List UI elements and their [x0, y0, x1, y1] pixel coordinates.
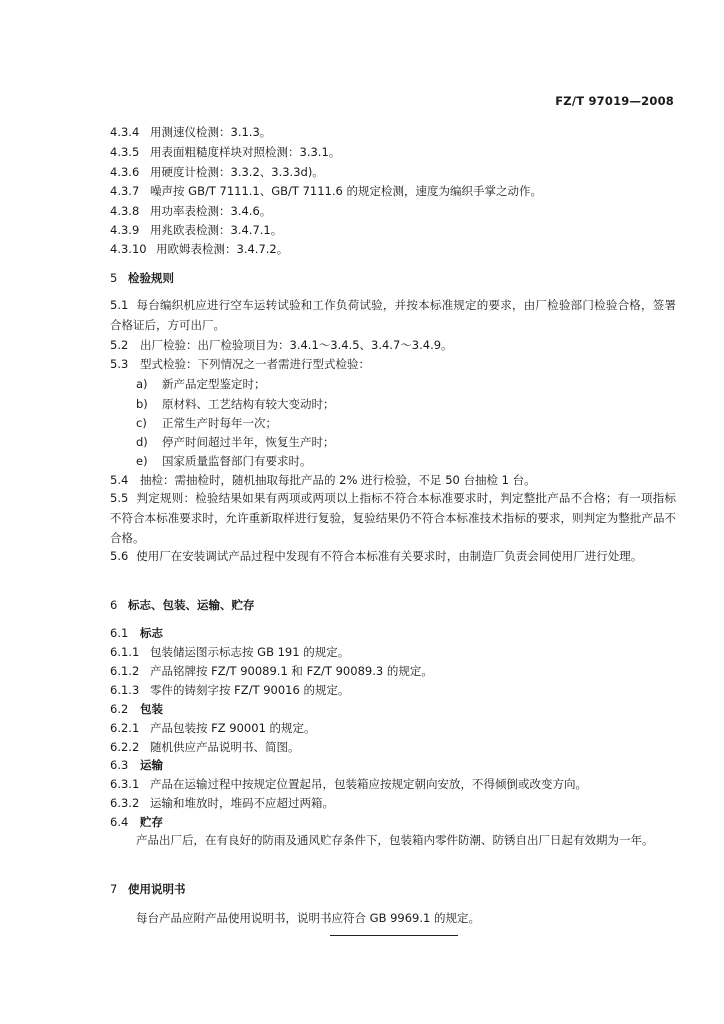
clause-text: 用表面粗糙度样块对照检测：3.3.1。 — [150, 145, 341, 159]
list-marker: e) — [136, 454, 148, 468]
clause-number: 5.1 — [110, 298, 129, 312]
clause-number: 6.2.2 — [110, 740, 140, 754]
clause-5-3 — [110, 356, 370, 372]
subsection-title: 标志 — [140, 626, 163, 640]
clause-6-2-1 — [110, 720, 316, 736]
section-number: 5 — [110, 271, 118, 285]
subsection-title: 运输 — [140, 758, 163, 772]
clause-number: 6.4 — [110, 815, 129, 829]
clause-number: 4.3.7 — [110, 184, 140, 198]
clause-text: 产品包装按 FZ 90001 的规定。 — [150, 721, 316, 735]
end-rule — [330, 935, 458, 936]
clause-number: 5.3 — [110, 357, 129, 371]
paragraph-5-6 — [110, 546, 676, 566]
paragraph-6-4 — [110, 830, 676, 850]
clause-6-3-1 — [110, 776, 587, 792]
clause-6-3-2 — [110, 795, 334, 811]
list-item — [136, 396, 335, 412]
clause-number: 4.3.6 — [110, 165, 140, 179]
clause-6-1-1 — [110, 644, 349, 660]
clause-text: 运输和堆放时，堆码不应超过两箱。 — [150, 796, 334, 810]
section-title: 使用说明书 — [128, 882, 186, 896]
clause-number: 4.3.9 — [110, 223, 140, 237]
list-marker: a) — [136, 377, 148, 391]
clause-text: 用欧姆表检测：3.4.7.2。 — [156, 242, 289, 256]
clause-text: 型式检验：下列情况之一者需进行型式检验： — [140, 357, 370, 371]
clause-5-4 — [110, 472, 536, 488]
clause-5-2 — [110, 337, 453, 353]
subsection-6-2 — [110, 701, 163, 717]
clause-4-3-6 — [110, 164, 324, 180]
clause-number: 5.5 — [110, 491, 129, 505]
clause-6-1-2 — [110, 663, 433, 679]
clause-text: 产品在运输过程中按规定位置起吊，包装箱应按规定朝向安放，不得倾倒或改变方向。 — [150, 777, 587, 791]
paragraph-5-1 — [110, 295, 676, 335]
list-marker: b) — [136, 397, 148, 411]
list-item — [136, 434, 335, 450]
clause-text: 出厂检验：出厂检验项目为：3.4.1～3.4.5、3.4.7～3.4.9。 — [140, 338, 453, 352]
clause-text: 抽检：需抽检时，随机抽取每批产品的 2% 进行检验，不足 50 台抽检 1 台。 — [140, 473, 536, 487]
list-item — [136, 376, 266, 392]
subsection-6-1 — [110, 625, 163, 641]
clause-text: 零件的铸刻字按 FZ/T 90016 的规定。 — [150, 683, 350, 697]
clause-text: 用兆欧表检测：3.4.7.1。 — [150, 223, 283, 237]
clause-text: 用测速仪检测：3.1.3。 — [150, 125, 272, 139]
section-number: 6 — [110, 598, 118, 612]
clause-4-3-7 — [110, 183, 542, 199]
clause-4-3-5 — [110, 144, 340, 160]
section-heading-5 — [110, 270, 174, 286]
list-marker: c) — [136, 416, 147, 430]
paragraph-text: 每台产品应附产品使用说明书，说明书应符合 GB 9969.1 的规定。 — [136, 911, 481, 925]
subsection-title: 贮存 — [140, 815, 163, 829]
clause-number: 6.3 — [110, 758, 129, 772]
clause-text: 用功率表检测：3.4.6。 — [150, 204, 272, 218]
clause-number: 6.3.1 — [110, 777, 140, 791]
clause-text: 噪声按 GB/T 7111.1、GB/T 7111.6 的规定检测，速度为编织手掌之动作。 — [150, 184, 542, 198]
clause-number: 4.3.5 — [110, 145, 140, 159]
clause-text: 判定规则：检验结果如果有两项或两项以上指标不符合本标准要求时，判定整批产品不合格；有一项指标不符合本标准要求时，允许重新取样进行复验，复验结果仍不符合本标准技术指标的要求，则判定为整批产品不合格。 — [110, 491, 676, 545]
paragraph-5-5 — [110, 488, 676, 548]
list-item — [136, 453, 312, 469]
section-title: 检验规则 — [128, 271, 174, 285]
clause-text: 用硬度计检测：3.3.2、3.3.3d)。 — [150, 165, 324, 179]
standard-code: FZ/T 97019—2008 — [555, 94, 674, 108]
clause-number: 4.3.4 — [110, 125, 140, 139]
clause-number: 6.1.3 — [110, 683, 140, 697]
subsection-6-3 — [110, 757, 163, 773]
clause-text: 产品铭牌按 FZ/T 90089.1 和 FZ/T 90089.3 的规定。 — [150, 664, 433, 678]
list-text: 原材料、工艺结构有较大变动时； — [162, 397, 335, 411]
paragraph-text: 产品出厂后，在有良好的防雨及通风贮存条件下，包装箱内零件防潮、防锈自出厂日起有效期为一年。 — [136, 833, 654, 847]
clause-number: 6.1.2 — [110, 664, 140, 678]
list-text: 正常生产时每年一次； — [162, 416, 277, 430]
clause-number: 5.6 — [110, 549, 129, 563]
clause-text: 包装储运图示标志按 GB 191 的规定。 — [150, 645, 350, 659]
list-text: 国家质量监督部门有要求时。 — [162, 454, 312, 468]
list-marker: d) — [136, 435, 148, 449]
clause-text: 随机供应产品说明书、简图。 — [150, 740, 300, 754]
list-item — [136, 415, 277, 431]
clause-number: 4.3.10 — [110, 242, 147, 256]
subsection-title: 包装 — [140, 702, 163, 716]
section-heading-6 — [110, 597, 255, 613]
clause-number: 6.1 — [110, 626, 129, 640]
clause-number: 4.3.8 — [110, 204, 140, 218]
clause-4-3-10 — [110, 241, 288, 257]
subsection-6-4 — [110, 814, 163, 830]
clause-number: 5.4 — [110, 473, 129, 487]
section-number: 7 — [110, 882, 118, 896]
clause-text: 使用厂在安装调试产品过程中发现有不符合本标准有关要求时，由制造厂负责会同使用厂进行处理。 — [136, 549, 643, 563]
clause-6-1-3 — [110, 682, 349, 698]
list-text: 停产时间超过半年，恢复生产时； — [162, 435, 335, 449]
clause-number: 6.1.1 — [110, 645, 140, 659]
section-title: 标志、包装、运输、贮存 — [128, 598, 255, 612]
clause-4-3-9 — [110, 222, 282, 238]
clause-number: 5.2 — [110, 338, 129, 352]
section-heading-7 — [110, 881, 186, 897]
clause-number: 6.3.2 — [110, 796, 140, 810]
clause-4-3-8 — [110, 203, 271, 219]
clause-text: 每台编织机应进行空车运转试验和工作负荷试验，并按本标准规定的要求，由厂检验部门检验合格，签署合格证后，方可出厂。 — [110, 298, 676, 332]
clause-4-3-4 — [110, 124, 271, 140]
clause-6-2-2 — [110, 739, 300, 755]
paragraph-7 — [136, 910, 480, 926]
list-text: 新产品定型鉴定时； — [162, 377, 266, 391]
clause-number: 6.2 — [110, 702, 129, 716]
clause-number: 6.2.1 — [110, 721, 140, 735]
